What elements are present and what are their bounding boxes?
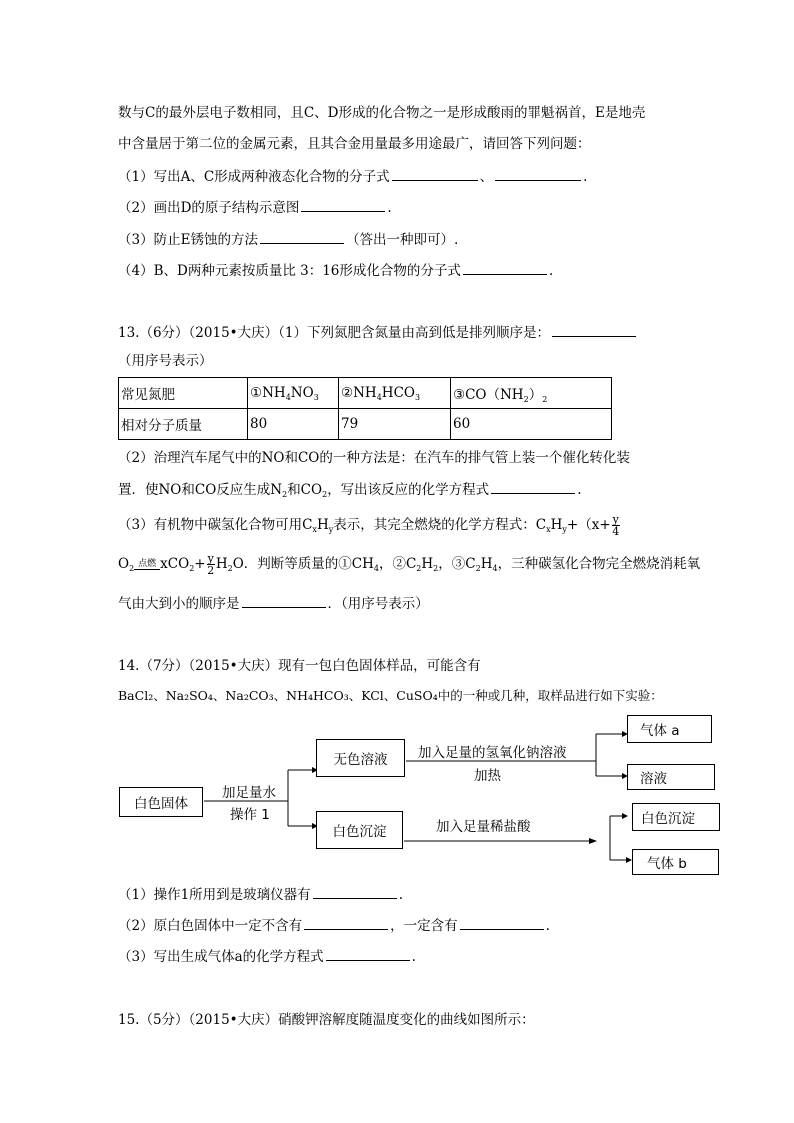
ignite-arrow: 点燃 xyxy=(134,560,160,570)
p15-heading: 15.（5分）（2015•大庆）硝酸钾溶解度随温度变化的曲线如图所示： xyxy=(118,1012,535,1028)
p13-q3-line3: 气由大到小的顺序是 ．（用序号表示） xyxy=(118,593,429,614)
p14-q3: （3）写出生成气体a的化学方程式 . xyxy=(118,946,416,967)
p12-q3: （3）防止E锈蚀的方法 （答出一种即可）. xyxy=(118,229,458,250)
label-add-hcl: 加入足量稀盐酸 xyxy=(436,819,531,835)
label-heat: 加热 xyxy=(474,768,501,784)
table-cell: 80 xyxy=(248,409,339,440)
fraction-y-over-4: $\frac{y}{4}$ xyxy=(612,513,620,538)
box-white-precipitate: 白色沉淀 xyxy=(316,811,403,849)
label-add-naoh: 加入足量的氢氧化钠溶液 xyxy=(418,745,567,761)
answer-blank[interactable] xyxy=(460,915,544,930)
box-colorless-solution: 无色溶液 xyxy=(316,739,405,777)
table-cell: 相对分子质量 xyxy=(119,409,248,440)
box-white-solid: 白色固体 xyxy=(119,787,203,817)
p12-line2: 中含量居于第二位的金属元素，且其合金用量最多用途最广，请回答下列问题： xyxy=(118,136,591,152)
p12-q4: （4）B、D两种元素按质量比 3：16形成化合物的分子式 . xyxy=(118,260,553,281)
p12-line1: 数与C的最外层电子数相同，且C、D形成的化合物之一是形成酸雨的罪魁祸首，E是地壳 xyxy=(118,105,646,121)
box-solution: 溶液 xyxy=(627,764,715,790)
fraction-y-over-2: $\frac{y}{2}$ xyxy=(207,552,215,577)
p13-q3-line1: （3）有机物中碳氢化合物可用$C_xH_y$表示，其完全燃烧的化学方程式：$C_xH_y+(x+$ $\frac{y}{4}$ xyxy=(118,513,620,538)
table-cell: $①NH_4NO_3$ xyxy=(248,378,339,409)
table-cell: 79 xyxy=(339,409,451,440)
answer-blank[interactable] xyxy=(313,884,397,899)
p14-q2: （2）原白色固体中一定不含有 ，一定含有 . xyxy=(118,915,550,936)
table-cell: $③CO(NH_2)_2$ xyxy=(451,378,612,409)
p14-heading: 14.（7分）（2015•大庆）现有一包白色固体样品，可能含有 xyxy=(118,658,481,674)
p13-heading: 13.（6分）（2015•大庆）（1）下列氮肥含氮量由高到低是排列顺序是： xyxy=(118,322,638,343)
table-cell: 60 xyxy=(451,409,612,440)
box-gas-a: 气体 a xyxy=(627,715,712,743)
p12-q1: （1）写出A、C形成两种液态化合物的分子式 、 . xyxy=(118,166,587,187)
label-add-water: 加足量水 xyxy=(222,785,276,801)
p13-q2-line2: 置．使NO和CO反应生成$N_2$和$CO_2$，写出该反应的化学方程式 . xyxy=(118,479,581,500)
p12-q2: （2）画出D的原子结构示意图 . xyxy=(118,197,392,218)
p13-q2-line1: （2）治理汽车尾气中的NO和CO的一种方法是：在汽车的排气管上装一个催化转化装 xyxy=(118,450,630,466)
answer-blank[interactable] xyxy=(326,946,410,961)
table-cell: 常见氮肥 xyxy=(119,378,248,409)
p14-q1: （1）操作1所用到是玻璃仪器有 . xyxy=(118,884,403,905)
p14-compound-list: BaCl₂、Na₂SO₄、Na₂CO₃、NH₄HCO₃、KCl、CuSO₄中的一种或几种，取样品进行如下实验： xyxy=(118,688,663,703)
box-white-precipitate-2: 白色沉淀 xyxy=(632,803,720,831)
label-operation-1: 操作 1 xyxy=(230,807,270,823)
answer-blank[interactable] xyxy=(304,915,388,930)
p13-note: （用序号表示） xyxy=(118,353,213,369)
p13-q3-line2: $O_2$ 点燃 xCO$_2$+ $\frac{y}{2}$ $H_2O$．判断等质量的$①CH_4$，$②C_2H_2$，$③C_2H_4$，三种碳氢化合物完全燃烧消耗氧 xyxy=(118,552,701,577)
box-gas-b: 气体 b xyxy=(632,849,719,875)
table-cell: $②NH_4HCO_3$ xyxy=(339,378,451,409)
